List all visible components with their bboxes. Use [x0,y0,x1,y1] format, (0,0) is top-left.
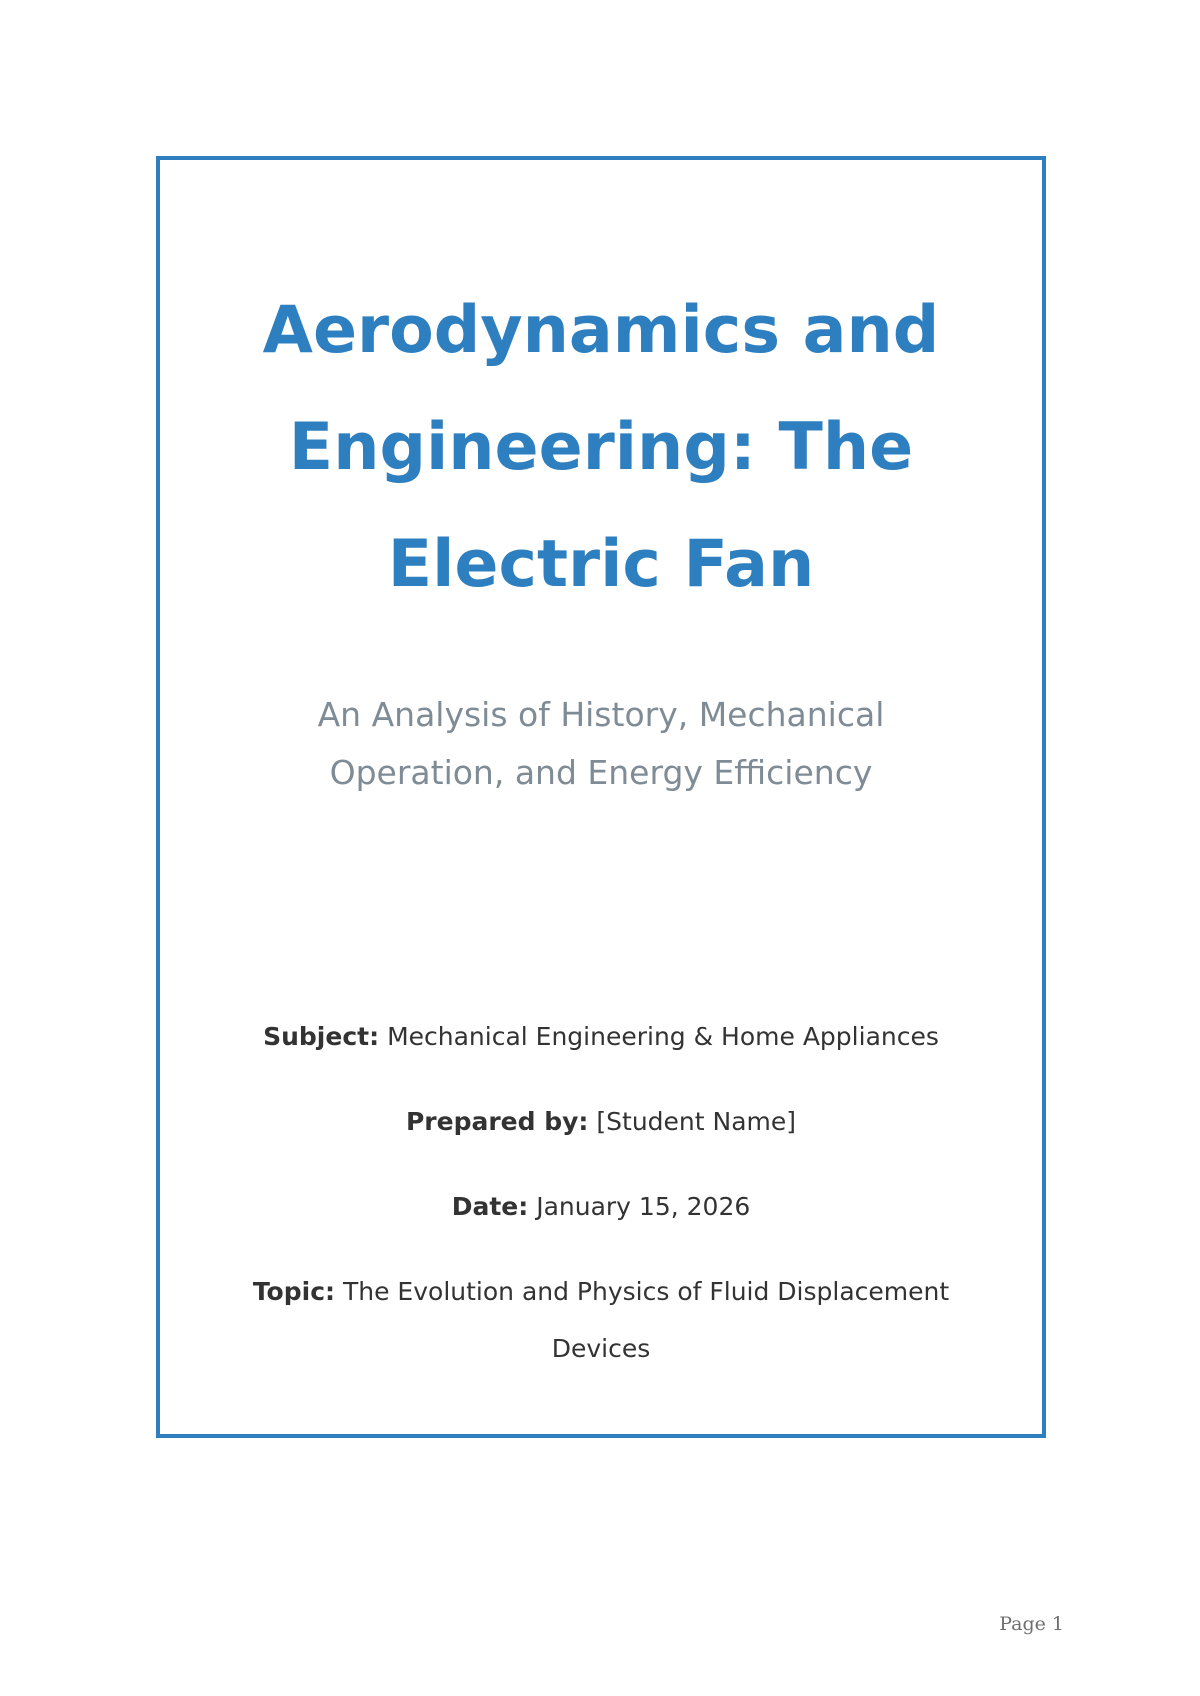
document-subtitle [160,686,1042,802]
date-value: January 15, 2026 [536,1192,751,1221]
subtitle-line: An Analysis of History, Mechanical [317,695,885,734]
cover-details [200,1008,1002,1405]
prepared-by-label: Prepared by: [405,1107,589,1136]
title-line: Electric Fan [387,527,815,602]
subject-row [200,1008,1002,1065]
subject-label: Subject: [263,1022,380,1051]
title-line: Aerodynamics and [262,293,940,368]
subtitle-line: Operation, and Energy Efficiency [329,753,873,792]
date-label: Date: [451,1192,529,1221]
page-number: Page 1 [999,1613,1064,1635]
cover-border [156,156,1046,1438]
topic-label: Topic: [252,1277,336,1306]
topic-value: The Evolution and Physics of Fluid Displacement Devices [342,1277,950,1363]
subject-value: Mechanical Engineering & Home Appliances [387,1022,939,1051]
date-row [200,1178,1002,1235]
prepared-by-value: [Student Name] [596,1107,797,1136]
document-title [160,272,1042,623]
topic-row [200,1263,1002,1377]
title-line: Engineering: The [288,410,914,485]
prepared-by-row [200,1093,1002,1150]
